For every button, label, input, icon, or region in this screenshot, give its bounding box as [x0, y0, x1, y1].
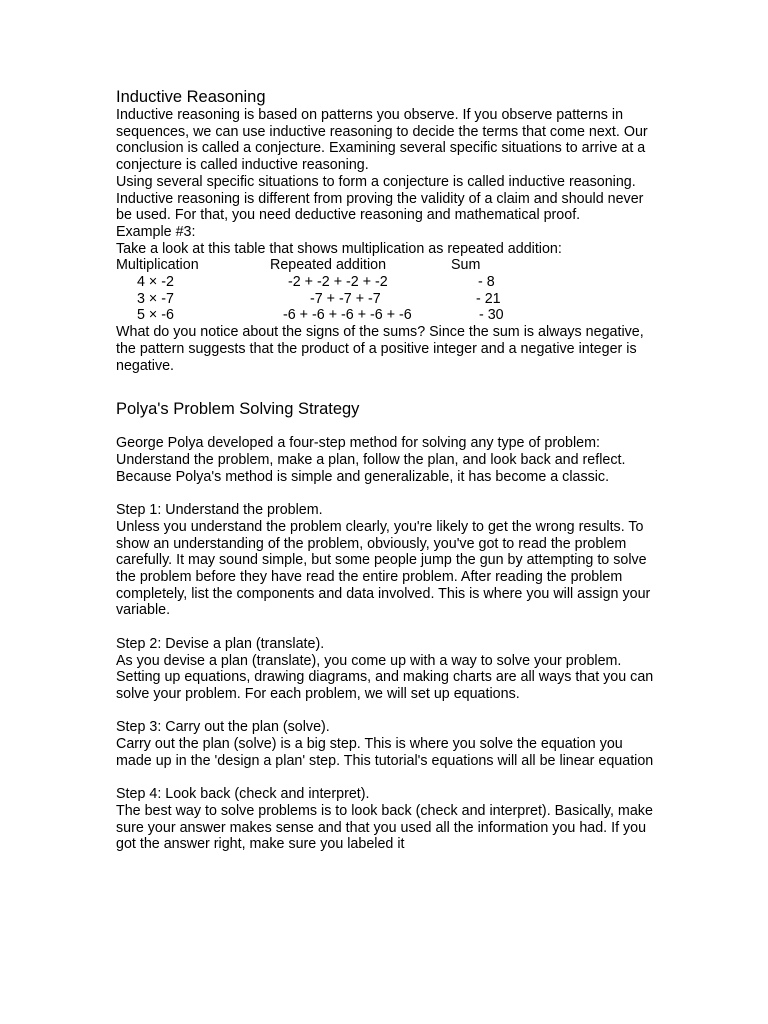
document-content — [116, 87, 656, 853]
table-row — [116, 274, 656, 291]
table-cell-multiplication: 5 × -6 — [137, 307, 174, 324]
step-4-body: The best way to solve problems is to look back (check and interpret). Basically, make sure your answer makes sense and that you used all the information you had. If you got the answer right, make sure you labeled it — [116, 802, 653, 853]
polya-intro: George Polya developed a four-step method for solving any type of problem: Understand the problem, make a plan, follow the plan, and look back and reflect. Because Polya's method is simple and generalizable, it has become a classic. — [116, 435, 626, 485]
step-2-body: As you devise a plan (translate), you come up with a way to solve your problem. Setting up equations, drawing diagrams, and making charts are all ways that you can solve your problem. For each problem, we will set up equations. — [116, 652, 654, 702]
table-header-repeated-addition: Repeated addition — [270, 257, 387, 274]
table-intro: Take a look at this table that shows multiplication as repeated addition: — [116, 240, 562, 257]
example-label: Example #3: — [116, 223, 196, 240]
step-3-body: Carry out the plan (solve) is a big step. This is where you solve the equation you made up in the 'design a plan' step. This tutorial's equations will all be linear equation — [116, 736, 654, 769]
spacer — [116, 703, 656, 720]
table-cell-multiplication: 3 × -7 — [137, 290, 174, 307]
table-cell-repeated-addition: -2 + -2 + -2 + -2 — [288, 274, 388, 291]
table-cell-repeated-addition: -7 + -7 + -7 — [310, 290, 381, 307]
inductive-reasoning-title: Inductive Reasoning — [116, 88, 266, 106]
table-header-row — [116, 257, 656, 274]
step-4-heading: Step 4: Look back (check and interpret). — [116, 786, 370, 803]
spacer — [116, 619, 656, 636]
table-header-sum: Sum — [451, 257, 481, 274]
step-1-body: Unless you understand the problem clearly, you're likely to get the wrong results. To show an understanding of the problem, obviously, you've got to read the problem carefully. It may sound simple, but some people jump the gun by attempting to solve the problem before they have read the entire problem. After reading the problem completely, list the components and data involved. This is where you will assign your variable. — [116, 518, 651, 619]
table-cell-sum: - 8 — [478, 274, 495, 291]
table-cell-repeated-addition: -6 + -6 + -6 + -6 + -6 — [283, 307, 412, 324]
inductive-paragraph-2: Using several specific situations to form a conjecture is called inductive reasoning. Inductive reasoning is different from proving the validity of a claim and should never be used. For that, you need deductive reasoning and mathematical proof. — [116, 173, 644, 224]
step-2-heading: Step 2: Devise a plan (translate). — [116, 635, 325, 652]
table-row — [116, 307, 656, 324]
table-header-multiplication: Multiplication — [116, 257, 199, 274]
step-1-heading: Step 1: Understand the problem. — [116, 502, 323, 519]
table-cell-multiplication: 4 × -2 — [137, 274, 174, 291]
inductive-paragraph-1: Inductive reasoning is based on patterns you observe. If you observe patterns in sequences, we can use inductive reasoning to decide the terms that come next. Our conclusion is called a conjecture. Examining several specific situations to arrive at a conjecture is called inductive reasoning. — [116, 107, 648, 174]
spacer — [116, 486, 656, 503]
multiplication-table — [116, 257, 656, 324]
step-3-heading: Step 3: Carry out the plan (solve). — [116, 719, 330, 736]
table-cell-sum: - 30 — [479, 307, 504, 324]
polya-title: Polya's Problem Solving Strategy — [116, 400, 360, 419]
polya-title-wrap — [116, 399, 656, 419]
inductive-conclusion: What do you notice about the signs of the sums? Since the sum is always negative, the pattern suggests that the product of a positive integer and a negative integer is negative. — [116, 324, 644, 374]
spacer — [116, 769, 656, 786]
table-cell-sum: - 21 — [476, 290, 501, 307]
table-row — [116, 291, 656, 308]
